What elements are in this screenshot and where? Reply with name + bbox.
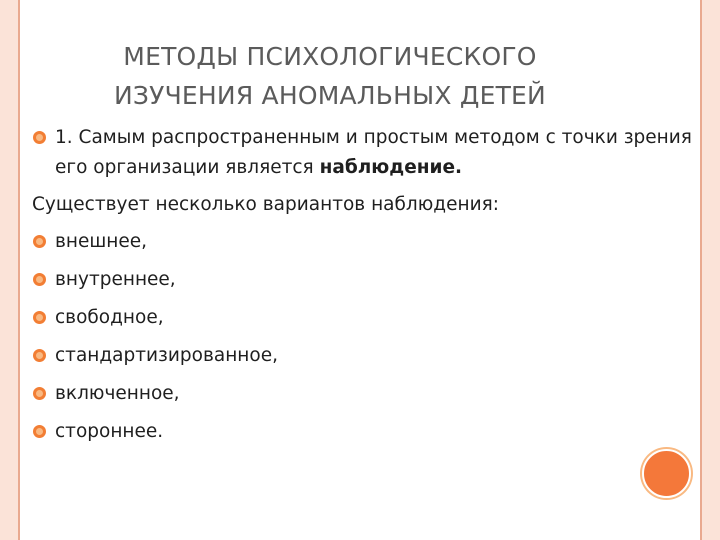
orange-circle-bullet-icon [33, 387, 46, 400]
list-item-text: включенное, [55, 383, 180, 404]
list-item-text: внутреннее, [55, 269, 176, 290]
slide-title-line-1: МЕТОДЫ ПСИХОЛОГИЧЕСКОГО [123, 42, 537, 71]
orange-circle-bullet-icon [33, 425, 46, 438]
intro-bold-text: наблюдение. [319, 157, 463, 178]
right-border-band [702, 0, 720, 540]
orange-circle-bullet-icon [33, 131, 46, 144]
list-item [32, 417, 692, 447]
list-item [32, 265, 692, 295]
slide-title-line-2: ИЗУЧЕНИЯ АНОМАЛЬНЫХ ДЕТЕЙ [114, 81, 546, 110]
list-item [32, 341, 692, 371]
slide-body [32, 123, 692, 455]
left-border-line [18, 0, 20, 540]
list-item [32, 227, 692, 257]
intro-text: 1. Самым распространенным и простым методом с точки зрения его организации является [55, 127, 692, 178]
list-item-text: стороннее. [55, 421, 164, 442]
orange-circle-bullet-icon [33, 273, 46, 286]
left-border-band [0, 0, 18, 540]
orange-circle-decoration [642, 449, 691, 498]
orange-circle-bullet-icon [33, 311, 46, 324]
orange-circle-bullet-icon [33, 235, 46, 248]
list-item-text: свободное, [55, 307, 164, 328]
list-item [32, 379, 692, 409]
variants-heading: Существует несколько вариантов наблюдения: [32, 194, 499, 215]
orange-circle-bullet-icon [33, 349, 46, 362]
right-border-line [700, 0, 702, 540]
list-item-text: внешнее, [55, 231, 148, 252]
list-item [32, 303, 692, 333]
intro-bullet [32, 123, 695, 183]
slide-title [40, 37, 620, 115]
list-item-text: стандартизированное, [55, 345, 278, 366]
